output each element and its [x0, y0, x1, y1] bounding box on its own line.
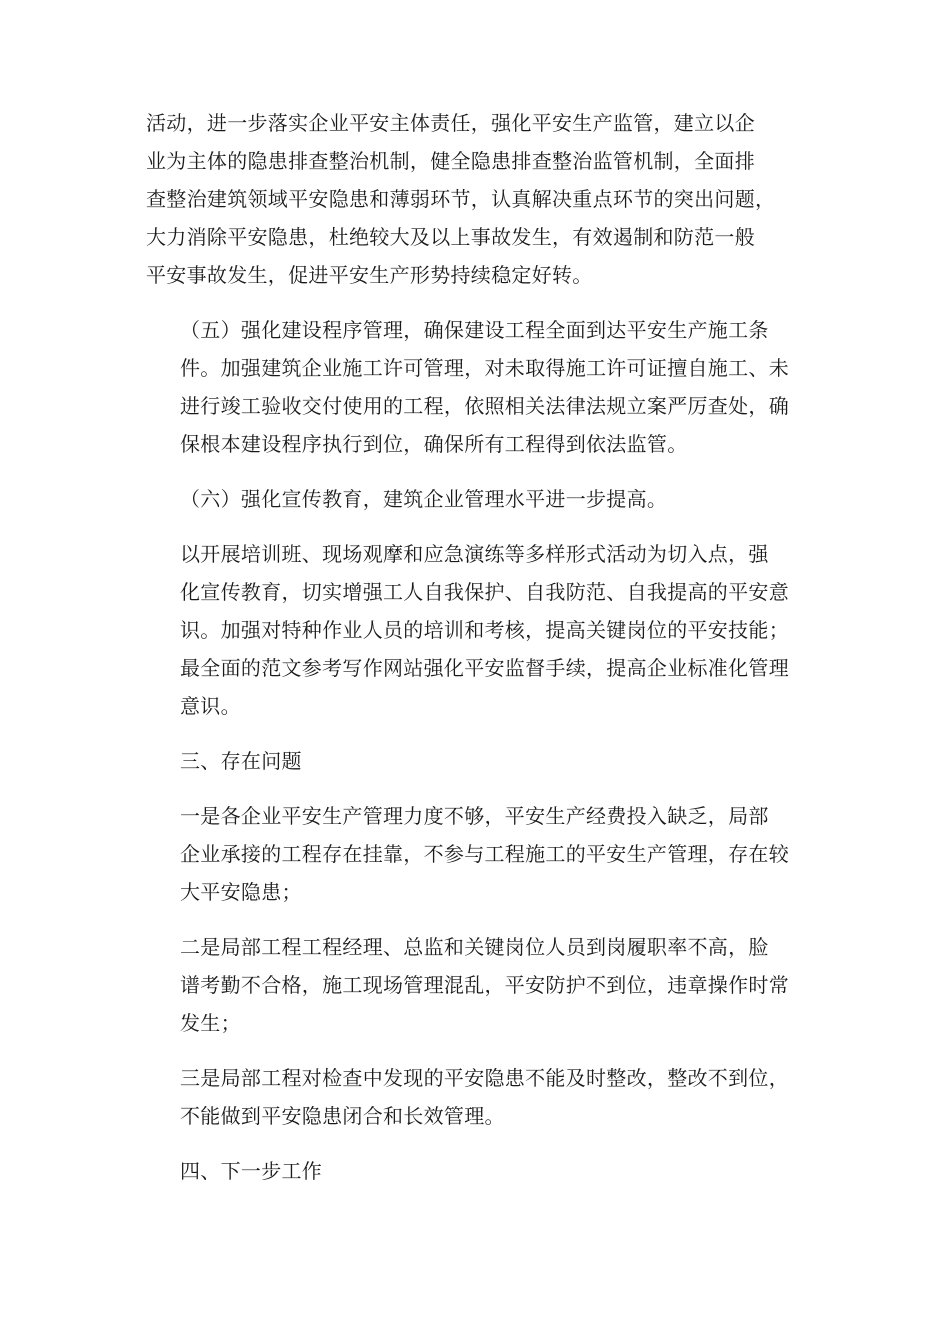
text-line: 平安事故发生，促进平安生产形势持续稳定好转。 — [146, 263, 593, 287]
paragraph — [146, 535, 814, 725]
text-line: 三是局部工程对检查中发现的平安隐患不能及时整改，整改不到位， — [180, 1066, 789, 1090]
text-line: 大平安隐患； — [180, 880, 302, 904]
text-line: 业为主体的隐患排查整治机制，健全隐患排查整治监管机制，全面排 — [146, 149, 755, 173]
text-line: （六）强化宣传教育，建筑企业管理水平进一步提高。 — [180, 487, 668, 511]
paragraph — [146, 928, 814, 1042]
text-line: （五）强化建设程序管理，确保建设工程全面到达平安生产施工条 — [180, 318, 769, 342]
text-line: 不能做到平安隐患闭合和长效管理。 — [180, 1104, 505, 1128]
text-line: 三、存在问题 — [180, 749, 302, 773]
text-line: 最全面的范文参考写作网站强化平安监督手续，提高企业标准化管理 — [180, 656, 789, 680]
paragraph — [146, 1152, 814, 1190]
text-line: 发生； — [180, 1011, 241, 1035]
paragraph — [146, 480, 814, 518]
paragraph — [146, 311, 814, 463]
text-line: 活动，进一步落实企业平安主体责任，强化平安生产监管，建立以企 — [146, 111, 755, 135]
document-body — [146, 104, 814, 1207]
text-line: 保根本建设程序执行到位，确保所有工程得到依法监管。 — [180, 432, 688, 456]
text-line: 意识。 — [180, 694, 241, 718]
paragraph — [146, 104, 814, 294]
paragraph — [146, 797, 814, 911]
text-line: 企业承接的工程存在挂靠，不参与工程施工的平安生产管理，存在较 — [180, 842, 789, 866]
text-line: 以开展培训班、现场观摩和应急演练等多样形式活动为切入点，强 — [180, 542, 769, 566]
text-line: 化宣传教育，切实增强工人自我保护、自我防范、自我提高的平安意 — [180, 580, 789, 604]
text-line: 件。加强建筑企业施工许可管理，对未取得施工许可证擅自施工、未 — [180, 356, 789, 380]
paragraph — [146, 742, 814, 780]
text-line: 一是各企业平安生产管理力度不够，平安生产经费投入缺乏，局部 — [180, 804, 769, 828]
text-line: 二是局部工程工程经理、总监和关键岗位人员到岗履职率不高，脸 — [180, 935, 769, 959]
text-line: 识。加强对特种作业人员的培训和考核，提高关键岗位的平安技能； — [180, 618, 789, 642]
text-line: 四、下一步工作 — [180, 1159, 323, 1183]
paragraph — [146, 1059, 814, 1135]
text-line: 谱考勤不合格，施工现场管理混乱，平安防护不到位，违章操作时常 — [180, 973, 789, 997]
text-line: 查整治建筑领域平安隐患和薄弱环节，认真解决重点环节的突出问题， — [146, 187, 776, 211]
text-line: 进行竣工验收交付使用的工程，依照相关法律法规立案严厉查处，确 — [180, 394, 789, 418]
text-line: 大力消除平安隐患，杜绝较大及以上事故发生，有效遏制和防范一般 — [146, 225, 755, 249]
